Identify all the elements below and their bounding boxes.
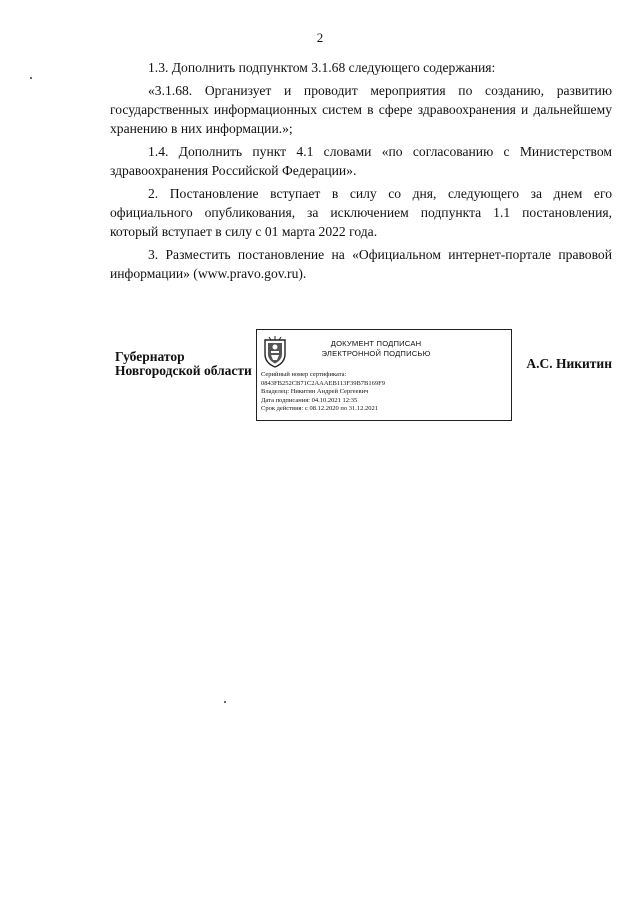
stamp-heading: [301, 339, 451, 359]
paragraph-2: 2. Постановление вступает в силу со дня, следующего за днем его официального опубликования, за исключением подпункта 1.1 постановления, который вступает в силу с 01 марта 2022 года.: [110, 186, 612, 239]
document-body: [110, 58, 612, 287]
signer-title: [115, 350, 252, 378]
certificate-validity: Срок действия: с 08.12.2020 по 31.12.2021: [261, 405, 378, 413]
signer-title-line-2: Новгородской области: [115, 363, 252, 378]
electronic-signature-stamp: [256, 329, 512, 421]
stamp-heading-line-2: ЭЛЕКТРОННОЙ ПОДПИСЬЮ: [321, 349, 431, 358]
page-number: 2: [316, 30, 324, 45]
scan-speck: [30, 77, 32, 79]
certificate-serial-value: 0843FB252CB71C2AAAEB113F39B7B169F9: [261, 379, 386, 387]
scan-speck: [224, 701, 226, 703]
certificate-owner: Владелец: Никитин Андрей Сергеевич: [261, 388, 369, 396]
stamp-details: [261, 371, 507, 414]
paragraph-3: 3. Разместить постановление на «Официальном интернет-портале правовой информации» (www.pravo.gov.ru).: [110, 247, 612, 281]
coat-of-arms-icon: [261, 336, 289, 368]
signer-title-line-1: Губернатор: [115, 349, 185, 364]
stamp-heading-line-1: ДОКУМЕНТ ПОДПИСАН: [330, 339, 422, 348]
signer-name: А.С. Никитин: [526, 356, 612, 371]
signing-date: Дата подписания: 04.10.2021 12:35: [261, 396, 358, 404]
paragraph-1-3: 1.3. Дополнить подпунктом 3.1.68 следующего содержания:: [148, 60, 496, 75]
certificate-serial-label: Серийный номер сертификата:: [261, 371, 347, 378]
paragraph-1-4: 1.4. Дополнить пункт 4.1 словами «по согласованию с Министерством здравоохранения Российской Федерации».: [110, 144, 612, 178]
signature-block: [110, 328, 612, 424]
paragraph-3-1-68: «3.1.68. Организует и проводит мероприятия по созданию, развитию государственных информационных систем в сфере здравоохранения и дальнейшему хранению в них информации.»;: [110, 83, 612, 136]
